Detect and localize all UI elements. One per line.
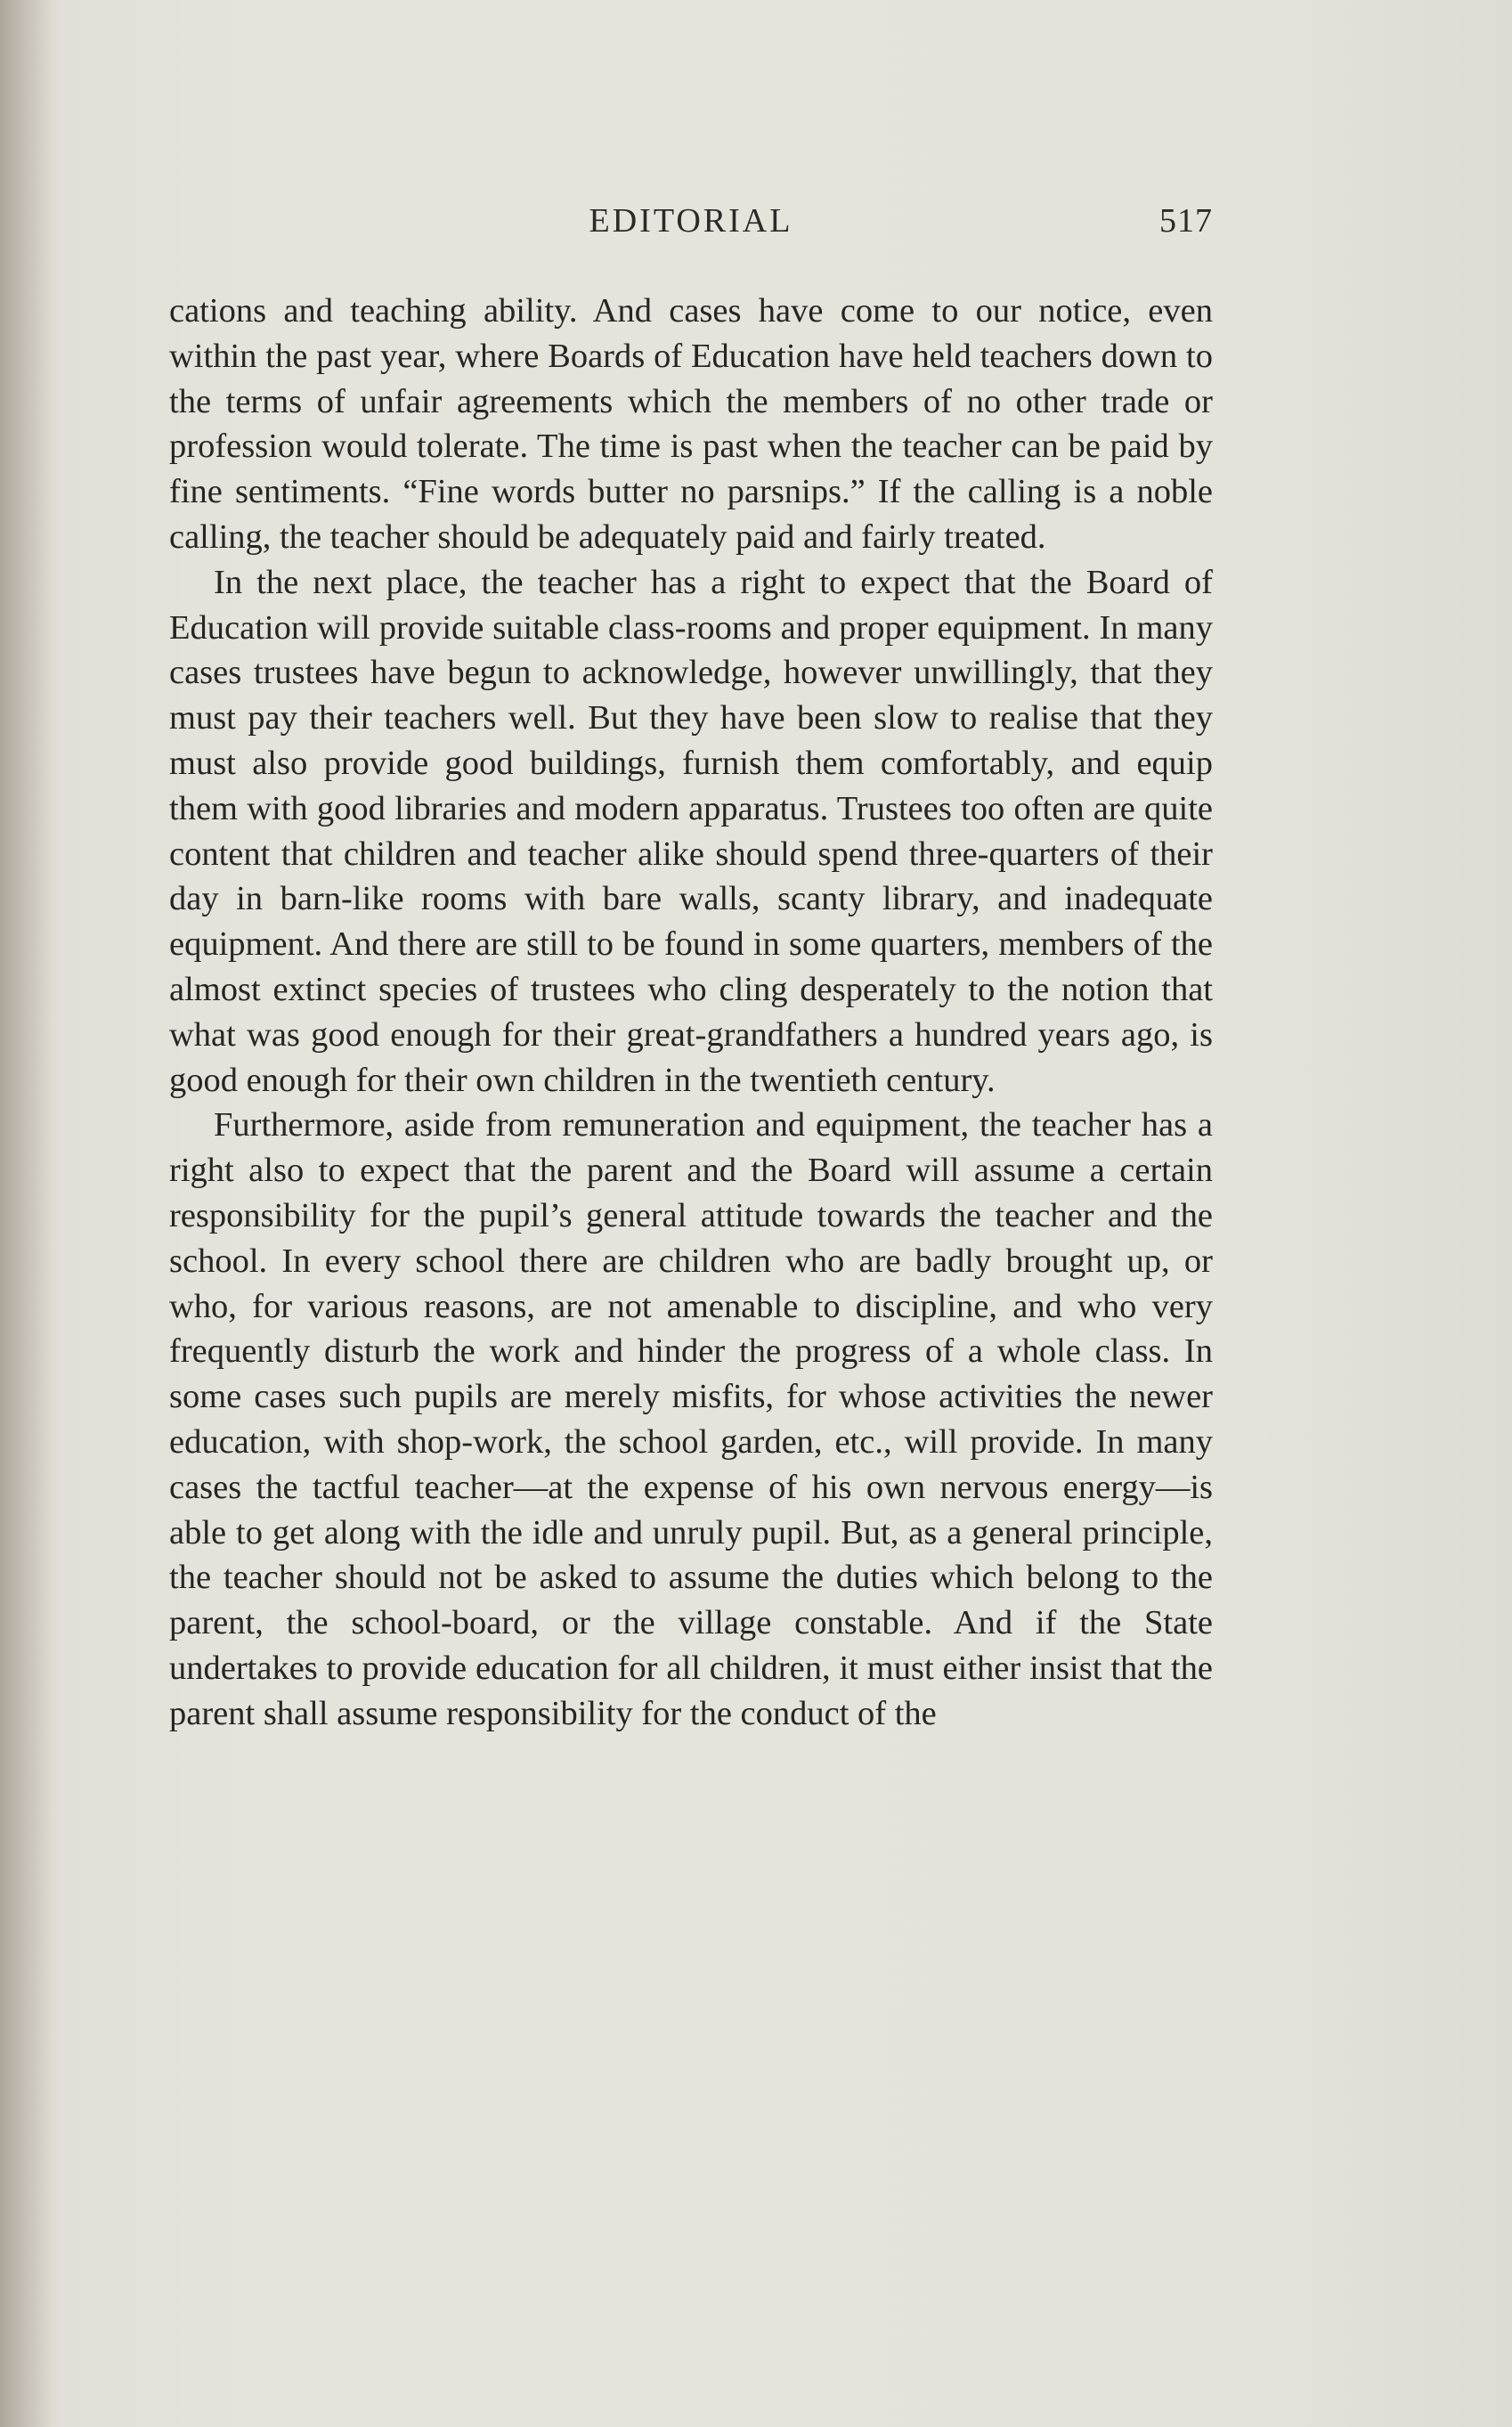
- paragraph-continued: cations and teaching ability. And cases have come to our notice, even within the past year, where Boards of Education have held teachers down to the terms of unfair agreements which the members of no other trade or profession would tolerate. The time is past when the teacher can be paid by fine sentiments. “Fine words butter no parsnips.” If the calling is a noble calling, the teacher should be adequately paid and fairly treated.: [169, 292, 1213, 556]
- running-title: EDITORIAL: [589, 202, 793, 240]
- paragraph-responsibility: Furthermore, aside from remuneration and equipment, the teacher has a right also to expect that the parent and the Board will assume a certain responsibility for the pupil’s general attitude towards the teacher and the school. In every school there are children who are badly brought up, or who, for various reasons, are not amenable to discipline, and who very frequently disturb the work and hinder the progress of a whole class. In some cases such pupils are merely misfits, for whose activities the newer education, with shop-work, the school garden, etc., will provide. In many cases the tactful teacher—at the expense of his own nervous energy—is able to get along with the idle and unruly pupil. But, as a general principle, the teacher should not be asked to assume the duties which belong to the parent, the school-board, or the village constable. And if the State undertakes to provide education for all children, it must either insist that the parent shall assume responsibility for the conduct of the: [169, 1106, 1213, 1732]
- body-text: [169, 289, 1213, 1737]
- paragraph-classrooms-equipment: In the next place, the teacher has a right to expect that the Board of Education will provide suitable class-rooms and proper equipment. In many cases trustees have begun to acknowledge, however unwillingly, that they must pay their teachers well. But they have been slow to realise that they must also provide good buildings, furnish them comfortably, and equip them with good libraries and modern apparatus. Trustees too often are quite content that children and teacher alike should spend three-quarters of their day in barn-like rooms with bare walls, scanty library, and inadequate equipment. And there are still to be found in some quarters, members of the almost extinct species of trustees who cling desperately to the notion that what was good enough for their great-grandfathers a hundred years ago, is good enough for their own children in the twentieth century.: [169, 563, 1213, 1099]
- page-gutter-shadow: [0, 0, 53, 2427]
- page-number: 517: [1159, 202, 1213, 240]
- running-head: [169, 201, 1213, 246]
